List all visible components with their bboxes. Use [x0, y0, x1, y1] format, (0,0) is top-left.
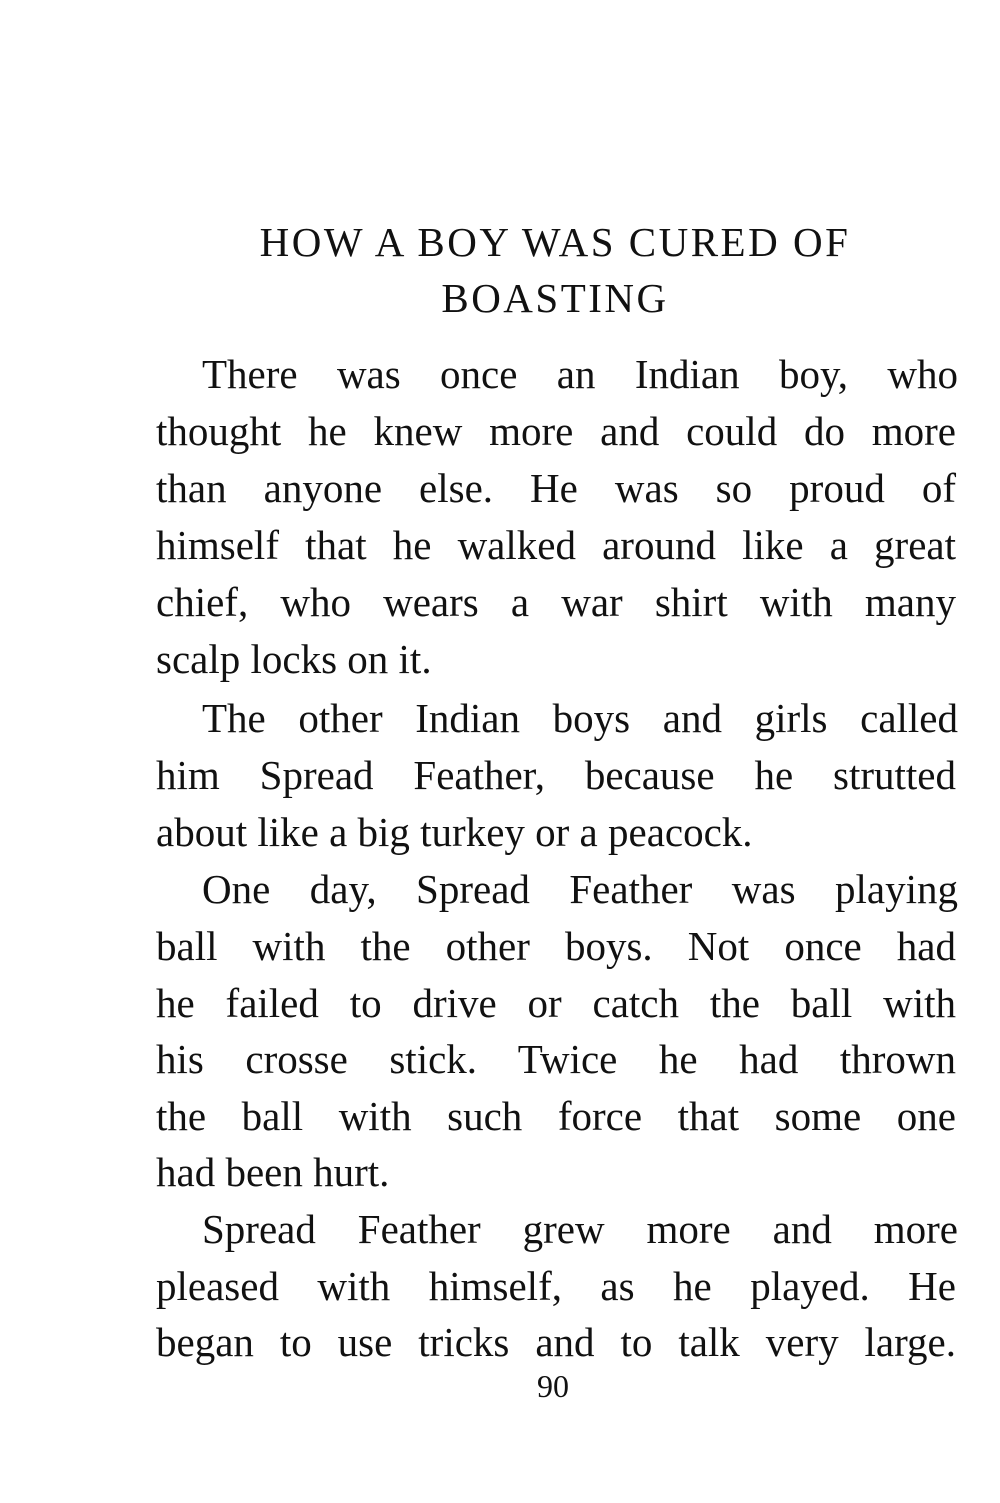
text-line: thought he knew more and could do more [156, 408, 956, 454]
text-line: Spread Feather grew more and more [202, 1206, 958, 1252]
text-line: ball with the other boys. Not once had [156, 923, 956, 969]
text-line: began to use tricks and to talk very large. [156, 1319, 956, 1365]
text-line: the ball with such force that some one [156, 1093, 956, 1139]
text-line: him Spread Feather, because he strutted [156, 752, 956, 798]
chapter-title-line-2: BOASTING [441, 275, 669, 321]
text-line: his crosse stick. Twice he had thrown [156, 1036, 956, 1082]
text-line: pleased with himself, as he played. He [156, 1263, 956, 1309]
text-line: One day, Spread Feather was playing [202, 866, 958, 912]
text-line: There was once an Indian boy, who [202, 351, 958, 397]
chapter-title-line-1: HOW A BOY WAS CURED OF [259, 219, 851, 265]
text-line: scalp locks on it. [156, 636, 432, 682]
page-number: 90 [537, 1368, 569, 1404]
text-line: about like a big turkey or a peacock. [156, 809, 753, 855]
text-line: The other Indian boys and girls called [202, 695, 958, 741]
text-line: he failed to drive or catch the ball with [156, 980, 956, 1026]
text-line: had been hurt. [156, 1149, 390, 1195]
text-line: than anyone else. He was so proud of [156, 465, 956, 511]
text-line: himself that he walked around like a great [156, 522, 956, 568]
text-line: chief, who wears a war shirt with many [156, 579, 956, 625]
